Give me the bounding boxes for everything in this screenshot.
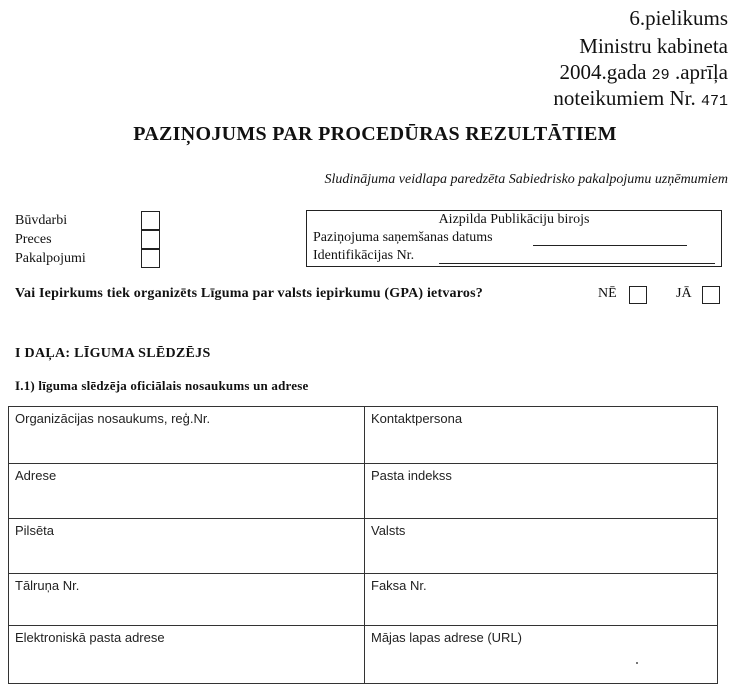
subsection-title: I.1) līguma slēdzēja oficiālais nosaukums un adrese [15, 378, 309, 393]
category-services-label: Pakalpojumi [15, 251, 86, 266]
category-goods-label: Preces [15, 232, 52, 247]
field-organization-name[interactable] [9, 407, 365, 464]
annex-label: 6.pielikums [629, 6, 728, 30]
field-address[interactable] [9, 464, 365, 519]
category-goods-checkbox[interactable] [141, 230, 160, 249]
received-date-label: Paziņojuma saņemšanas datums [313, 230, 493, 245]
gpa-yes-label: JĀ [676, 286, 692, 301]
field-country[interactable] [365, 519, 718, 574]
page-title: PAZIŅOJUMS PAR PROCEDŪRAS REZULTĀTIEM [133, 123, 617, 145]
field-label: Pasta indekss [371, 468, 452, 483]
gpa-no-checkbox[interactable] [629, 286, 647, 304]
field-label: Pilsēta [15, 523, 55, 538]
regulation-date [560, 60, 728, 88]
field-label: Elektroniskā pasta adrese [15, 630, 165, 645]
field-label: Mājas lapas adrese (URL) [371, 630, 523, 645]
field-fax[interactable] [365, 574, 718, 626]
field-label: Tālruņa Nr. [15, 578, 80, 593]
publication-office-title: Aizpilda Publikāciju birojs [438, 212, 590, 227]
date-prefix: 2004.gada [559, 60, 647, 84]
date-day: 29 [651, 67, 670, 84]
page-subtitle: Sludinājuma veidlapa paredzēta Sabiedrisko pakalpojumu uzņēmumiem [324, 172, 728, 187]
received-date-field[interactable] [533, 245, 687, 246]
identification-field[interactable] [439, 263, 715, 264]
publication-office-box [306, 210, 722, 267]
field-contact-person[interactable] [365, 407, 718, 464]
field-postal-code[interactable] [365, 464, 718, 519]
contracting-entity-table [8, 406, 718, 684]
regulation-number [553, 86, 728, 114]
field-label: Faksa Nr. [371, 578, 427, 593]
field-website[interactable] [365, 626, 718, 684]
regulation-num: 471 [700, 93, 728, 110]
section-title: I DAĻA: LĪGUMA SLĒDZĒJS [15, 346, 211, 361]
gpa-question: Vai Iepirkums tiek organizēts Līguma par valsts iepirkumu (GPA) ietvaros? [15, 286, 483, 301]
identification-label: Identifikācijas Nr. [313, 248, 415, 263]
category-works-checkbox[interactable] [141, 211, 160, 230]
regulation-prefix: noteikumiem Nr. [553, 86, 696, 110]
date-month: .aprīļa [674, 60, 728, 84]
field-city[interactable] [9, 519, 365, 574]
field-label: Adrese [15, 468, 57, 483]
category-works-label: Būvdarbi [15, 213, 68, 228]
field-label: Organizācijas nosaukums, reģ.Nr. [15, 411, 211, 426]
cabinet-label: Ministru kabineta [579, 34, 728, 58]
field-phone[interactable] [9, 574, 365, 626]
field-label: Valsts [371, 523, 406, 538]
scan-artifact-dot [636, 662, 638, 664]
gpa-yes-checkbox[interactable] [702, 286, 720, 304]
gpa-no-label: NĒ [598, 286, 617, 301]
field-label: Kontaktpersona [371, 411, 463, 426]
field-email[interactable] [9, 626, 365, 684]
category-services-checkbox[interactable] [141, 249, 160, 268]
